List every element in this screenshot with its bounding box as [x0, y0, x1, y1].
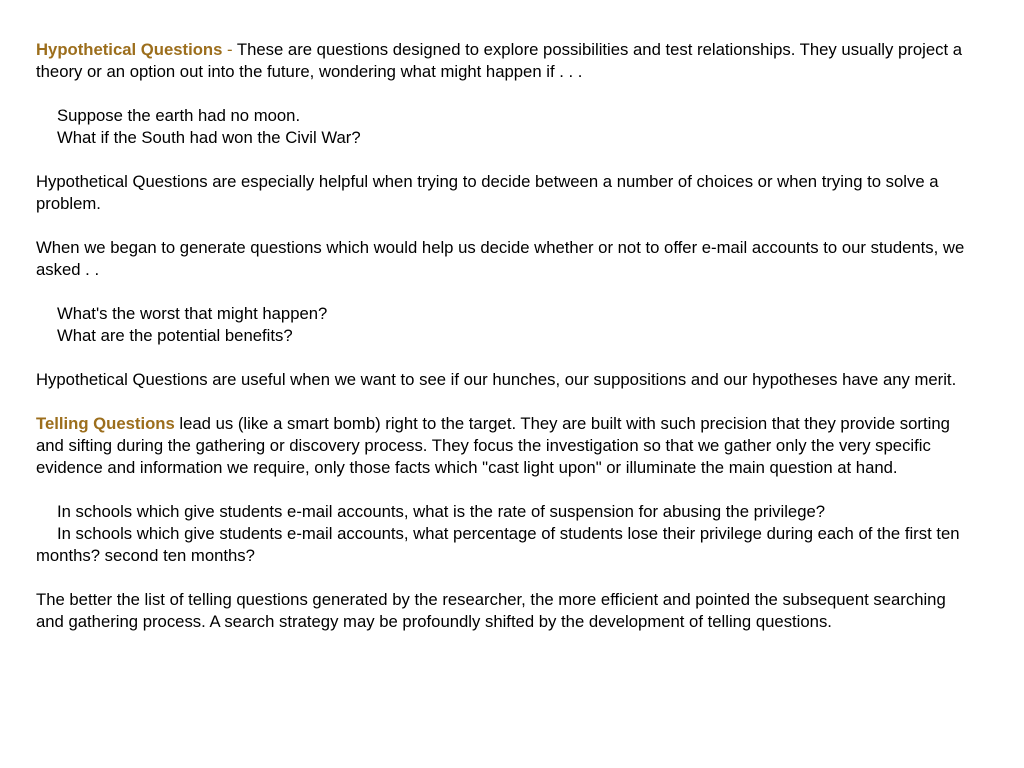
hypothetical-example-2: What if the South had won the Civil War? — [57, 128, 361, 147]
document-body — [36, 39, 976, 655]
hypothetical-questions-heading: Hypothetical Questions — [36, 40, 223, 59]
hypothetical-examples — [36, 105, 976, 149]
hypothetical-useful-paragraph: Hypothetical Questions are useful when we want to see if our hunches, our suppositions and our hypotheses have any merit. — [36, 370, 957, 389]
telling-conclusion-paragraph: The better the list of telling questions generated by the researcher, the more efficient and pointed the subsequent searching and gathering process. A search strategy may be profoundly shifted by the development of telling questions. — [36, 590, 946, 631]
telling-intro-paragraph — [36, 413, 976, 479]
hypothetical-example-1: Suppose the earth had no moon. — [57, 106, 301, 125]
telling-example-2: In schools which give students e-mail accounts, what percentage of students lose their privilege during each of the first ten months? second ten months? — [36, 524, 960, 565]
hypothetical-intro-text: These are questions designed to explore possibilities and test relationships. They usually project a theory or an option out into the future, wondering what might happen if . . . — [36, 40, 962, 81]
heading-dash: - — [222, 40, 237, 59]
telling-questions-heading: Telling Questions — [36, 414, 175, 433]
telling-examples — [36, 501, 976, 567]
email-examples — [36, 303, 976, 347]
telling-intro-text: lead us (like a smart bomb) right to the target. They are built with such precision that they provide sorting and sifting during the gathering or discovery process. They focus the investigation so that we gather only the very specific evidence and information we require, only those facts which "cast light upon" or illuminate the main question at hand. — [36, 414, 950, 477]
email-context-paragraph: When we began to generate questions which would help us decide whether or not to offer e-mail accounts to our students, we asked . . — [36, 238, 965, 279]
email-example-2: What are the potential benefits? — [57, 326, 293, 345]
hypothetical-intro-paragraph — [36, 39, 976, 83]
telling-example-1: In schools which give students e-mail accounts, what is the rate of suspension for abusing the privilege? — [57, 502, 826, 521]
hypothetical-helpful-paragraph: Hypothetical Questions are especially helpful when trying to decide between a number of choices or when trying to solve a problem. — [36, 172, 939, 213]
email-example-1: What's the worst that might happen? — [57, 304, 328, 323]
